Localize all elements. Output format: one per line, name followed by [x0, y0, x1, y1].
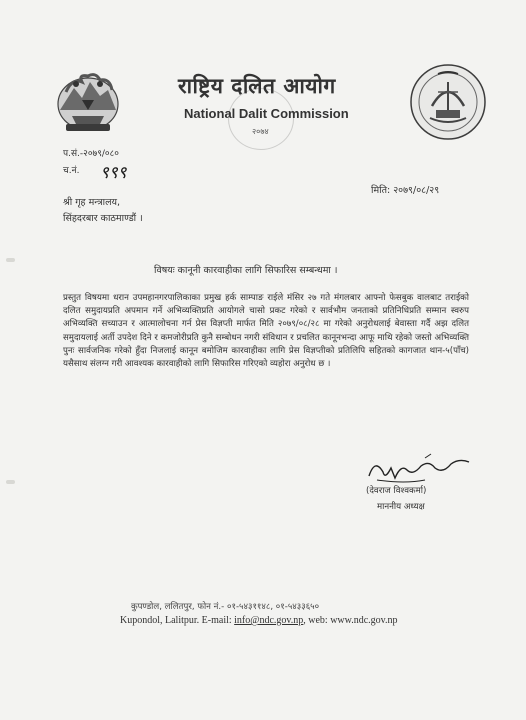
footer-address-english	[120, 615, 398, 626]
footer-address-nepali: कुपण्डोल, ललितपुर, फोन नं.- ०१-५४३११४८, ०१-५४३३६५०	[131, 602, 320, 612]
letter-date: मिति: २०७९/०८/२९	[371, 185, 440, 196]
recipient-line-1: श्री गृह मन्त्रालय,	[63, 197, 121, 208]
patra-sankhya: प.सं.-२०७९/०८०	[63, 149, 119, 159]
punch-hole-mark	[6, 480, 15, 484]
signatory-name: (देवराज विश्वकर्मा)	[366, 486, 427, 496]
recipient-line-2: सिंहदरबार काठमाण्डौं ।	[63, 213, 143, 224]
signatory-title: माननीय अध्यक्ष	[377, 502, 425, 512]
chalani-number-handwritten: ९९९	[100, 163, 127, 183]
letter-body: प्रस्तुत विषयमा धरान उपमहानगरपालिकाका प्रमुख हर्क साम्पाङ राईले मंसिर २७ गते मंगलबार आफ्नो फेसबुक वालबाट तराईको दलित समुदायप्रति अपमान गर्ने अभिव्यक्तिप्रति आयोगले चासो प्रकट गरेको र सार्वभौम जनताको प्रतिनिधिप्रति सम्मान स्वरुप अभिव्यक्ति सच्याउन र आत्मालोचना गर्न प्रेस विज्ञप्ती मार्फत मिति २०७९/०८/२८ मा गरेको अनुरोधलाई बेवास्ता गर्दै अझ दलित समुदायलाई अर्ती उपदेश दिने र कमजोरीप्रति कुनै सम्बोधन नगरी संविधान र प्रचलित कानूनभन्दा आफू माथि रहेको जस्तो अभिव्यक्ति पुनः सार्वजनिक गरेको हुँदा निजलाई कानून बमोजिम कारवाहीका लागि प्रेस विज्ञप्तीको प्रतिलिपि सहितको कागजात थान-५(पाँच) यसैसाथ संलग्न गरी आवश्यक कारवाहीको लागि सिफारिस गरिएको व्यहोरा अनुरोध छ ।	[63, 293, 469, 370]
email-link[interactable]: info@ndc.gov.np	[234, 615, 304, 626]
coat-of-arms-icon	[52, 70, 124, 136]
letterhead-title-english: National Dalit Commission	[184, 106, 349, 121]
letterhead-year: २०७४	[252, 127, 269, 136]
chalani-label: च.नं.	[63, 166, 80, 176]
footer-address-label: Kupondol, Lalitpur. E-mail:	[120, 615, 235, 626]
web-address: , web: www.ndc.gov.np	[303, 615, 398, 626]
letter-subject: विषयः कानूनी कारवाहीका लागि सिफारिस सम्बन्धमा ।	[154, 265, 338, 276]
commission-emblem-icon	[408, 62, 488, 142]
punch-hole-mark	[6, 258, 15, 262]
letterhead-title-nepali: राष्ट्रिय दलित आयोग	[178, 74, 336, 98]
